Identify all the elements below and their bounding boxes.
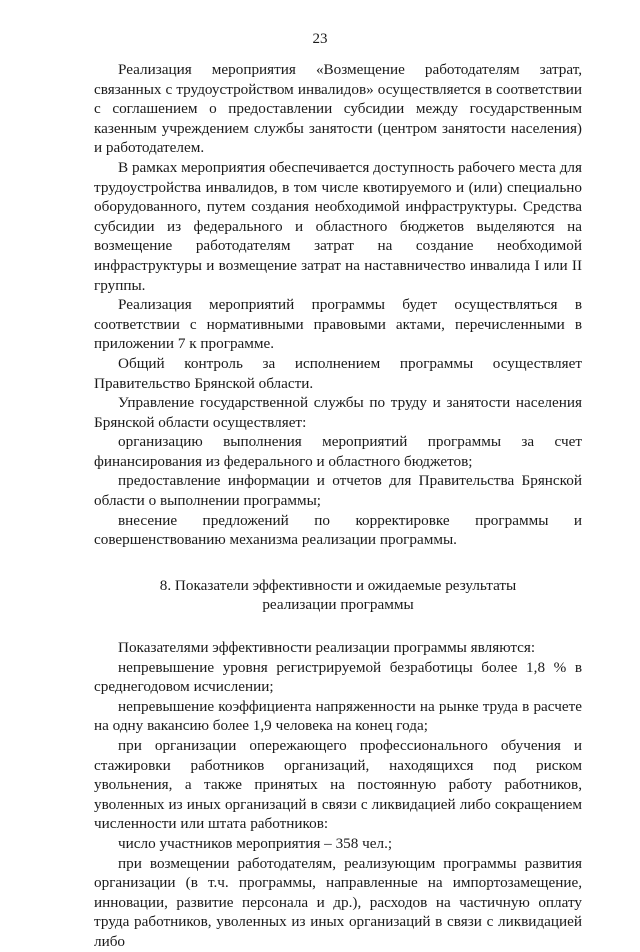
list-item: при возмещении работодателям, реализующим программы развития организации (в т.ч. программы, направленные на импортозамещение, инновации, развитие персонала и др.), расходов на частичную оплату труда работников, уволенных из иных организаций в связи с ликвидацией либо [94,854,582,950]
paragraph: Реализация мероприятия «Возмещение работодателям затрат, связанных с трудоустройством инвалидов» осуществляется в соответствии с соглашением о предоставлении субсидии между государственным казенным учреждением службы занятости (центром занятости населения) и работодателем. [94,61,582,157]
document-body [94,60,582,952]
section-heading-line: 8. Показатели эффективности и ожидаемые результаты [159,576,517,594]
section-heading-line: реализации программы [262,596,414,614]
list-item: непревышение уровня регистрируемой безработицы более 1,8 % в среднегодовом исчислении; [94,658,582,696]
list-item: внесение предложений по корректировке программы и совершенствованию механизма реализации программы. [94,511,582,549]
list-item: число участников мероприятия – 358 чел.; [118,834,393,852]
paragraph: Управление государственной службы по труду и занятости населения Брянской области осуществляет: [94,394,582,431]
paragraph: Реализация мероприятий программы будет осуществляться в соответствии с нормативными правовыми актами, перечисленными в приложении 7 к программе. [94,296,582,353]
list-item: предоставление информации и отчетов для Правительства Брянской области о выполнении программы; [94,472,582,510]
paragraph: Общий контроль за исполнением программы осуществляет Правительство Брянской области. [94,354,582,392]
paragraph: Показателями эффективности реализации программы являются: [118,639,536,657]
section-heading [94,576,582,615]
list-item: организацию выполнения мероприятий программы за счет финансирования из федерального и областного бюджетов; [94,433,582,470]
paragraph: В рамках мероприятия обеспечивается доступность рабочего места для трудоустройства инвалидов, в том числе квотируемого и (или) специально оборудованного, путем создания необходимой инфраструктуры. Средства субсидии из федерального и областного бюджетов выделяются на возмещение работодателям затрат на создание необходимой инфраструктуры и возмещение затрат на наставничество инвалида I или II группы. [94,158,582,294]
list-item: непревышение коэффициента напряженности на рынке труда в расчете на одну вакансию более 1,9 человека на конец года; [94,697,582,735]
list-item: при организации опережающего профессионального обучения и стажировки работников организаций, находящихся под риском увольнения, а также принятых на постоянную работу работников, уволенных из иных организаций в связи с ликвидацией либо сокращением численности или штата работников: [94,737,582,833]
page-number: 23 [312,31,328,47]
